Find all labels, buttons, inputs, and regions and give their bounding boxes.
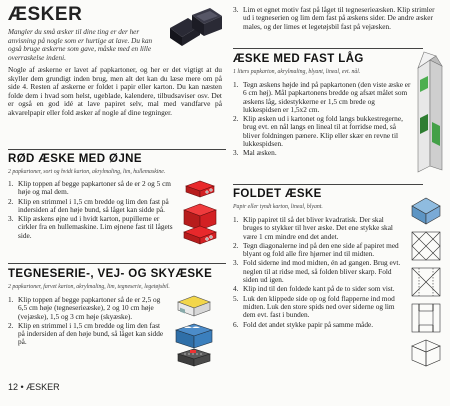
- intro-italic: Mangler du små æsker til dine ting er der her anvisning på nogle som er hurtige at lave. Du kan også bruge æskerne som gave, måske med en lille overraskelse indeni.: [8, 28, 153, 62]
- materials-fast-laag: 1 liters papkarton, akrylmaling, blyant, lineal, evt. nål.: [233, 69, 361, 75]
- step-item: 3. Mal æsken.: [233, 148, 277, 158]
- section-rule: [233, 48, 423, 49]
- heading-tegneserie: TEGNESERIE-, VEJ- OG SKYÆSKE: [8, 268, 213, 280]
- diagram-folded-box: [412, 198, 440, 224]
- heading-fast-laag: ÆSKE MED FAST LÅG: [233, 53, 364, 65]
- materials-foldet: Papir eller tyndt karton, lineal, blyant.: [233, 204, 323, 210]
- step-item: 2. Klip en strimmel i 1,5 cm bredde og lim den fast på indersiden af den høje bund, så låget kan sidde på.: [8, 196, 169, 214]
- step-item: 3. Klip æskens øjne ud i hvidt karton, pupillerne er cirkler fra en hullemaskine. Lim øjnene fast til lågets side.: [8, 214, 173, 240]
- section-rule: [233, 184, 423, 185]
- folding-diagrams: [406, 190, 446, 382]
- step-item: 2. Tegn diagonalerne ind på den ene side af papiret med blyant og fold alle fire hjørner ind til midten.: [233, 240, 399, 259]
- comic-road-cloud-boxes-illustration: [170, 294, 226, 368]
- diagram-step-2: [412, 232, 440, 260]
- section-rule: [8, 149, 226, 150]
- step-item: 3. Lim et egnet motiv fast på låget til tegneserieæsken. Klip strimler ud i tegneserien og lim dem fast på æskens sider. De andre æsker males, og der limes et legetøjsbil fast på vejæsken.: [233, 5, 435, 31]
- steps-foldet: [233, 216, 403, 330]
- milk-carton-illustration: [414, 50, 446, 174]
- dark-boxes-photo: [166, 6, 226, 50]
- step-item: 1. Klip papiret til så det bliver kvadratisk. Der skal bruges to stykker til hver æske. Det ene stykke skal være 1 cm mindre end det andet.: [233, 215, 393, 241]
- materials-tegneserie: 2 papkartoner, farvet karton, akrylmaling, lim, tegneserie, legetøjsbil.: [8, 284, 170, 290]
- page-number-footer: 12 • ÆSKER: [8, 382, 60, 392]
- step-item: 4. Klip ind til den foldede kant på de to sider som vist.: [233, 284, 395, 294]
- step-item: 6. Fold det andet stykke papir på samme måde.: [233, 319, 374, 329]
- materials-rod: 2 papkartoner, sort og hvidt karton, akrylmaling, lim, hullemaskine.: [8, 169, 166, 175]
- diagram-step-5: [412, 340, 440, 366]
- page-title: ÆSKER: [8, 4, 83, 25]
- step-item: 1. Klip toppen af begge papkartoner så de er 2,5 og 6,5 cm høje (tegneserieæske), 2 og 10 cm høje (vejæske), 1,5 og 3 cm høje (skyæske).: [8, 295, 161, 321]
- steps-tegneserie-cont: [233, 6, 441, 32]
- step-item: 1. Tegn æskens højde ind på papkartonen (den viste æske er 6 cm høj). Mål papkartonens bredde og afsæt målet som æskens låg, sidestykkerne er 1,5 cm brede og lukkespidsen er 1,5x2 cm.: [233, 80, 411, 114]
- heading-foldet-aeske: FOLDET ÆSKE: [233, 188, 322, 200]
- step-item: 2. Klip æsken ud i kartonet og fold langs bukkestregerne, brug evt. en nål langs en lineal til at forridse med, så bliver foldningen pænere. Klip eller skær en revne til lukkespidsen.: [233, 114, 403, 149]
- section-rule: [8, 263, 226, 264]
- step-item: 1. Klip toppen af begge papkartoner så de er 2 og 5 cm høje og mal dem.: [8, 179, 171, 197]
- steps-rod: [8, 180, 174, 241]
- heading-rod-aeske: RØD ÆSKE MED ØJNE: [8, 153, 142, 165]
- diagram-step-4: [412, 304, 440, 332]
- steps-fast-laag: [233, 81, 411, 159]
- diagram-step-3: [412, 268, 440, 296]
- step-item: 2. Klip en strimmel i 1,5 cm bredde og lim den fast på indersiden af den høje bund, så låget kan sidde på.: [8, 320, 164, 347]
- step-item: 5. Luk den klippede side op og fold flapperne ind mod midten. Luk den store spids ned over siderne og lim dem evt. fast i bunden.: [233, 293, 395, 320]
- red-box-illustration: [180, 180, 224, 246]
- intro-body: Nogle af æskerne er lavet af papkartoner, og her er det vigtigt at du skyller dem grundigt inden brug, men alt det kan du læse mere om på side 4. Resten af æskerne er foldet i papir eller karton. Du kan næsten folde dem i hvad som helst, ugeblade, kalendere, tilbudsaviser osv. Det er også en god idé at lave papiret selv, mal med vandfarve på akvarelpapir eller fold æsker af nogle af dine tegninger.: [8, 65, 222, 117]
- steps-tegneserie: [8, 296, 168, 348]
- step-item: 3. Fold siderne ind mod midten, én ad gangen. Brug evt. neglen til at ridse med, så folden bliver skarp. Fold siden ud igen.: [233, 258, 401, 285]
